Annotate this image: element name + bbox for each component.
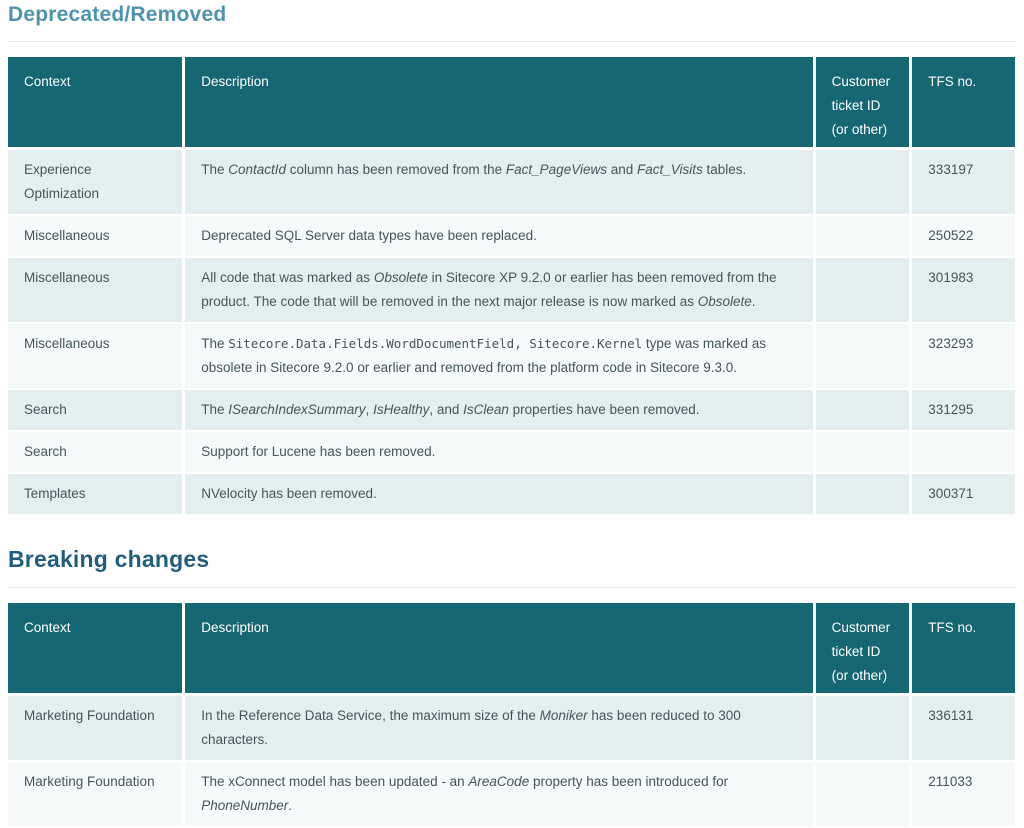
tfs-cell: 336131 xyxy=(912,696,1015,762)
table-row xyxy=(8,150,1015,216)
italic-text: IsHealthy xyxy=(373,402,430,418)
description-cell xyxy=(185,258,815,324)
context-cell: Miscellaneous xyxy=(8,258,185,324)
plain-text: The xyxy=(201,162,229,178)
table-row xyxy=(8,762,1015,828)
column-header: TFS no. xyxy=(912,57,1015,150)
description-cell xyxy=(185,432,815,474)
context-cell: Miscellaneous xyxy=(8,324,185,390)
notes-table xyxy=(8,603,1015,828)
ticket-cell xyxy=(816,216,913,258)
table-row xyxy=(8,696,1015,762)
plain-text: The xConnect model has been updated - an xyxy=(201,774,469,789)
column-header: Context xyxy=(8,57,185,150)
plain-text: and xyxy=(606,162,637,178)
context-cell: Search xyxy=(8,390,185,432)
description-cell xyxy=(185,390,815,432)
column-header: TFS no. xyxy=(912,603,1015,696)
column-header: Description xyxy=(185,603,815,696)
plain-text: type was marked as obsolete in Sitecore 9.2.0 or earlier and removed from the platform code in Sitecore 9.3.0. xyxy=(201,336,766,376)
tfs-cell: 333197 xyxy=(912,150,1015,216)
tfs-cell: 300371 xyxy=(912,474,1015,516)
ticket-cell xyxy=(816,150,913,216)
plain-text: , xyxy=(365,402,374,418)
table-row xyxy=(8,432,1015,474)
italic-text: ContactId xyxy=(228,162,287,178)
ticket-cell xyxy=(816,258,913,324)
section-title: Deprecated/Removed xyxy=(8,3,227,26)
table-row xyxy=(8,216,1015,258)
plain-text: . xyxy=(288,798,293,813)
italic-text: Obsolete xyxy=(373,270,428,286)
column-header: Description xyxy=(185,57,815,150)
table-row xyxy=(8,258,1015,324)
italic-text: IsClean xyxy=(463,402,509,418)
table-header-row xyxy=(8,603,1015,696)
context-cell: Templates xyxy=(8,474,185,516)
section-divider xyxy=(8,41,1015,42)
column-header: Context xyxy=(8,603,185,696)
ticket-cell xyxy=(816,324,913,390)
italic-text: Moniker xyxy=(539,708,588,723)
description-cell xyxy=(185,150,815,216)
tfs-cell: 331295 xyxy=(912,390,1015,432)
code-text: Sitecore.Data.Fields.WordDocumentField, Sitecore.Kernel xyxy=(228,336,643,352)
ticket-cell xyxy=(816,432,913,474)
tfs-cell: 301983 xyxy=(912,258,1015,324)
italic-text: Fact_Visits xyxy=(637,162,703,178)
context-cell: Search xyxy=(8,432,185,474)
plain-text: In the Reference Data Service, the maximum size of the xyxy=(201,708,540,723)
column-header: Customer ticket ID (or other) xyxy=(816,57,913,150)
description-cell xyxy=(185,762,815,828)
context-cell: Experience Optimization xyxy=(8,150,185,216)
tfs-cell: 250522 xyxy=(912,216,1015,258)
plain-text: Support for Lucene has been removed. xyxy=(201,444,436,460)
description-cell xyxy=(185,474,815,516)
plain-text: in Sitecore XP 9.2.0 or earlier has been removed from the product. The code that will be removed in the next major release is now marked as xyxy=(201,270,777,310)
plain-text: NVelocity has been removed. xyxy=(201,486,377,502)
italic-text: AreaCode xyxy=(468,774,530,789)
description-cell xyxy=(185,324,815,390)
tfs-cell: 211033 xyxy=(912,762,1015,828)
plain-text: property has been introduced for xyxy=(529,774,729,789)
plain-text: column has been removed from the xyxy=(286,162,506,178)
italic-text: Fact_PageViews xyxy=(505,162,607,178)
context-cell: Marketing Foundation xyxy=(8,762,185,828)
italic-text: PhoneNumber xyxy=(201,798,289,813)
plain-text: properties have been removed. xyxy=(508,402,700,418)
tfs-cell: 323293 xyxy=(912,324,1015,390)
plain-text: tables. xyxy=(702,162,747,178)
table-row xyxy=(8,390,1015,432)
plain-text: The xyxy=(201,336,229,352)
plain-text: All code that was marked as xyxy=(201,270,374,286)
description-cell xyxy=(185,216,815,258)
table-row xyxy=(8,324,1015,390)
plain-text: , and xyxy=(429,402,464,418)
description-cell xyxy=(185,696,815,762)
tfs-cell xyxy=(912,432,1015,474)
context-cell: Marketing Foundation xyxy=(8,696,185,762)
context-cell: Miscellaneous xyxy=(8,216,185,258)
section-title: Breaking changes xyxy=(8,546,210,573)
section-divider xyxy=(8,587,1015,588)
table-section xyxy=(8,545,1015,828)
column-header: Customer ticket ID (or other) xyxy=(816,603,913,696)
italic-text: Obsolete xyxy=(697,294,752,310)
ticket-cell xyxy=(816,762,913,828)
notes-table xyxy=(8,57,1015,516)
table-row xyxy=(8,474,1015,516)
table-section xyxy=(8,2,1015,516)
plain-text: . xyxy=(751,294,756,310)
ticket-cell xyxy=(816,474,913,516)
table-header-row xyxy=(8,57,1015,150)
ticket-cell xyxy=(816,696,913,762)
plain-text: has been reduced to 300 characters. xyxy=(201,708,741,747)
plain-text: The xyxy=(201,402,229,418)
italic-text: ISearchIndexSummary xyxy=(228,402,366,418)
plain-text: Deprecated SQL Server data types have been replaced. xyxy=(201,228,537,244)
ticket-cell xyxy=(816,390,913,432)
